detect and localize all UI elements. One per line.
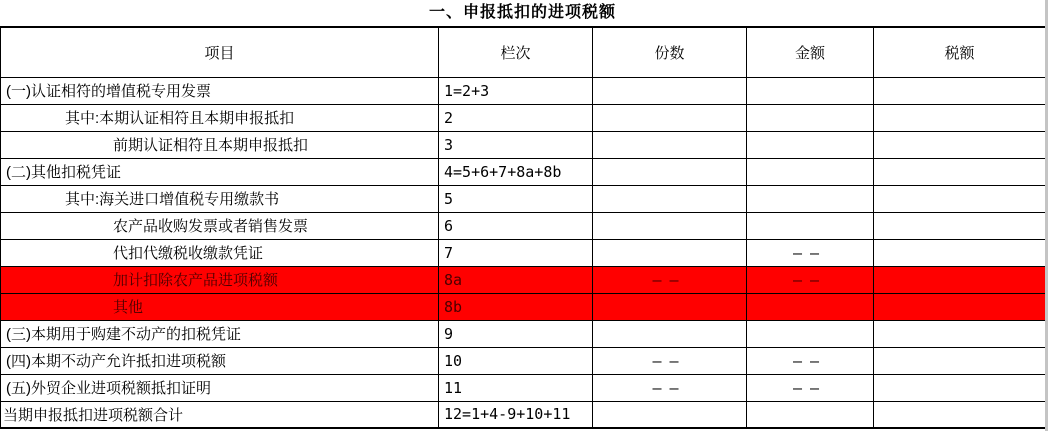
- tax-cell[interactable]: [874, 347, 1046, 374]
- copies-cell[interactable]: [593, 77, 747, 104]
- lineno-cell: 2: [439, 104, 593, 131]
- table-row: [1, 77, 1046, 104]
- amount-cell[interactable]: [747, 104, 874, 131]
- lineno-cell: 1=2+3: [439, 77, 593, 104]
- tax-cell[interactable]: [874, 212, 1046, 239]
- header-item: 项目: [1, 27, 439, 77]
- tax-cell[interactable]: [874, 239, 1046, 266]
- item-cell: 其中:本期认证相符且本期申报抵扣: [1, 104, 439, 131]
- copies-cell[interactable]: [593, 212, 747, 239]
- table-row: [1, 104, 1046, 131]
- table-row: [1, 401, 1046, 428]
- lineno-cell: 12=1+4-9+10+11: [439, 401, 593, 428]
- header-tax: 税额: [874, 27, 1046, 77]
- copies-cell[interactable]: [593, 320, 747, 347]
- table-row: [1, 347, 1046, 374]
- copies-cell[interactable]: [593, 239, 747, 266]
- amount-cell[interactable]: [747, 158, 874, 185]
- lineno-cell: 10: [439, 347, 593, 374]
- amount-cell[interactable]: ——: [747, 374, 874, 401]
- copies-cell[interactable]: [593, 401, 747, 428]
- copies-cell[interactable]: [593, 104, 747, 131]
- amount-cell[interactable]: [747, 320, 874, 347]
- amount-cell[interactable]: [747, 185, 874, 212]
- header-copies: 份数: [593, 27, 747, 77]
- item-cell: (二)其他扣税凭证: [1, 158, 439, 185]
- lineno-cell: 11: [439, 374, 593, 401]
- item-cell: 代扣代缴税收缴款凭证: [1, 239, 439, 266]
- tax-cell[interactable]: [874, 320, 1046, 347]
- table-row: [1, 185, 1046, 212]
- item-cell: 加计扣除农产品进项税额: [1, 266, 439, 293]
- copies-cell[interactable]: [593, 158, 747, 185]
- header-row: [1, 27, 1046, 77]
- table-header: [1, 27, 1046, 77]
- item-cell: 当期申报抵扣进项税额合计: [1, 401, 439, 428]
- amount-cell[interactable]: [747, 293, 874, 320]
- table-row: [1, 374, 1046, 401]
- item-cell: (一)认证相符的增值税专用发票: [1, 77, 439, 104]
- lineno-cell: 8a: [439, 266, 593, 293]
- section-title: 一、申报抵扣的进项税额: [428, 4, 616, 21]
- item-cell: 其他: [1, 293, 439, 320]
- tax-cell[interactable]: [874, 158, 1046, 185]
- item-cell: 农产品收购发票或者销售发票: [1, 212, 439, 239]
- table-body: [1, 77, 1046, 428]
- amount-cell[interactable]: [747, 77, 874, 104]
- tax-cell[interactable]: [874, 131, 1046, 158]
- copies-cell[interactable]: ——: [593, 374, 747, 401]
- amount-cell[interactable]: [747, 131, 874, 158]
- lineno-cell: 4=5+6+7+8a+8b: [439, 158, 593, 185]
- lineno-cell: 6: [439, 212, 593, 239]
- tax-cell[interactable]: [874, 104, 1046, 131]
- header-lineno: 栏次: [439, 27, 593, 77]
- lineno-cell: 5: [439, 185, 593, 212]
- table-row: [1, 293, 1046, 320]
- amount-cell[interactable]: [747, 401, 874, 428]
- copies-cell[interactable]: ——: [593, 266, 747, 293]
- tax-cell[interactable]: [874, 77, 1046, 104]
- copies-cell[interactable]: [593, 293, 747, 320]
- amount-cell[interactable]: ——: [747, 266, 874, 293]
- tax-cell[interactable]: [874, 266, 1046, 293]
- amount-cell[interactable]: [747, 212, 874, 239]
- item-cell: 前期认证相符且本期申报抵扣: [1, 131, 439, 158]
- lineno-cell: 3: [439, 131, 593, 158]
- amount-cell[interactable]: ——: [747, 347, 874, 374]
- lineno-cell: 9: [439, 320, 593, 347]
- table-row: [1, 239, 1046, 266]
- tax-cell[interactable]: [874, 185, 1046, 212]
- copies-cell[interactable]: [593, 131, 747, 158]
- amount-cell[interactable]: ——: [747, 239, 874, 266]
- lineno-cell: 7: [439, 239, 593, 266]
- table-row: [1, 266, 1046, 293]
- item-cell: 其中:海关进口增值税专用缴款书: [1, 185, 439, 212]
- tax-cell[interactable]: [874, 374, 1046, 401]
- table-row: [1, 212, 1046, 239]
- lineno-cell: 8b: [439, 293, 593, 320]
- table-row: [1, 131, 1046, 158]
- tax-cell[interactable]: [874, 401, 1046, 428]
- table-row: [1, 320, 1046, 347]
- tax-cell[interactable]: [874, 293, 1046, 320]
- item-cell: (三)本期用于购建不动产的扣税凭证: [1, 320, 439, 347]
- copies-cell[interactable]: [593, 185, 747, 212]
- copies-cell[interactable]: ——: [593, 347, 747, 374]
- header-amount: 金额: [747, 27, 874, 77]
- item-cell: (四)本期不动产允许抵扣进项税额: [1, 347, 439, 374]
- item-cell: (五)外贸企业进项税额抵扣证明: [1, 374, 439, 401]
- table-row: [1, 158, 1046, 185]
- input-tax-deduction-table: [0, 26, 1046, 429]
